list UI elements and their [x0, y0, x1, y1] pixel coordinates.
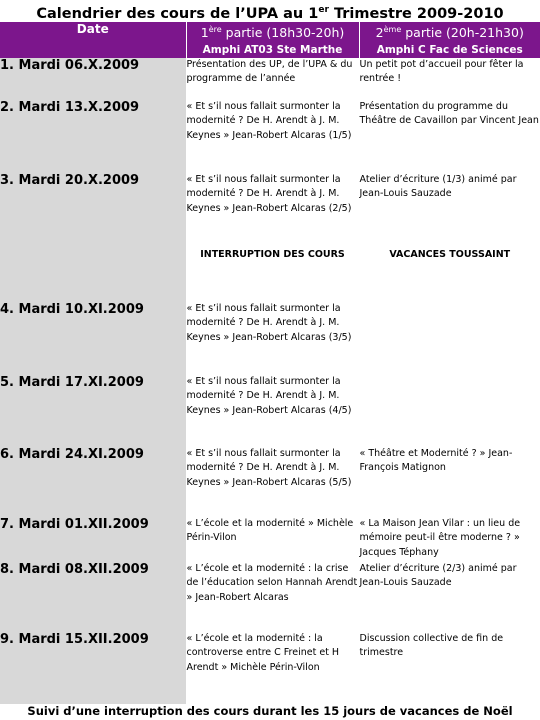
part2-cell: « Théâtre et Modernité ? » Jean-François Matignon	[359, 448, 513, 474]
part2-cell: Présentation du programme du Théâtre de Cavaillon par Vincent Jean	[359, 101, 539, 127]
table-row	[0, 632, 540, 704]
date-cell: 1. Mardi 06.X.2009	[0, 58, 186, 100]
part1-cell: « L’école et la modernité : la controverse entre C Freinet et H Arendt » Michèle Périn-Vilon	[186, 632, 359, 704]
part2-cell	[359, 375, 540, 447]
part1-cell: « Et s’il nous fallait surmonter la modernité ? De H. Arendt à J. M. Keynes » Jean-Robert Alcaras (3/5)	[186, 302, 359, 375]
header-part1-place: Amphi AT03 Ste Marthe	[202, 44, 343, 57]
table-row	[0, 100, 540, 173]
header-part1: 1ère partie (18h30-20h) Amphi AT03 Ste Marthe	[186, 22, 359, 58]
part1-cell: « Et s’il nous fallait surmonter la modernité ? De H. Arendt à J. M. Keynes » Jean-Robert Alcaras (5/5)	[186, 447, 359, 517]
date-cell: 6. Mardi 24.XI.2009	[0, 447, 186, 517]
table-row	[0, 375, 540, 447]
date-cell: 8. Mardi 08.XII.2009	[0, 562, 186, 632]
part2-cell: Atelier d’écriture (1/3) animé par Jean-Louis Sauzade	[359, 174, 517, 200]
part2-cell: Atelier d’écriture (2/3) animé par Jean-Louis Sauzade	[359, 563, 517, 589]
date-cell: 7. Mardi 01.XII.2009	[0, 517, 186, 562]
interruption-notice: INTERRUPTION DES COURS	[186, 248, 359, 302]
page-title	[0, 0, 540, 22]
table-row	[0, 173, 540, 248]
header-date: Date	[0, 22, 186, 58]
schedule-table	[0, 22, 540, 704]
date-cell: 4. Mardi 10.XI.2009	[0, 302, 186, 375]
table-row	[0, 58, 540, 100]
part1-cell: « Et s’il nous fallait surmonter la modernité ? De H. Arendt à J. M. Keynes » Jean-Robert Alcaras (1/5)	[186, 100, 359, 173]
table-row	[0, 302, 540, 375]
footer-note: Suivi d’une interruption des cours durant les 15 jours de vacances de Noël	[27, 704, 513, 718]
part2-cell: « La Maison Jean Vilar : un lieu de mémoire peut-il être moderne ? » Jacques Téphany	[359, 518, 521, 558]
header-row	[0, 22, 540, 58]
date-cell: 9. Mardi 15.XII.2009	[0, 632, 186, 704]
part1-cell: « Et s’il nous fallait surmonter la modernité ? De H. Arendt à J. M. Keynes » Jean-Robert Alcaras (2/5)	[186, 173, 359, 248]
header-part2-place: Amphi C Fac de Sciences	[376, 44, 523, 57]
part1-cell: « L’école et la modernité : la crise de l’éducation selon Hannah Arendt » Jean-Robert Alcaras	[186, 562, 359, 632]
date-cell: 2. Mardi 13.X.2009	[0, 100, 186, 173]
part2-cell: Un petit pot d’accueil pour fêter la rentrée !	[359, 59, 524, 85]
part1-cell: Présentation des UP, de l’UPA & du programme de l’année	[186, 58, 359, 100]
table-row	[0, 447, 540, 517]
title-text: Calendrier des cours de l’UPA au 1	[36, 5, 319, 22]
title-superscript: er	[318, 5, 329, 15]
title-text-end: Trimestre 2009-2010	[328, 5, 504, 22]
part1-cell: « Et s’il nous fallait surmonter la modernité ? De H. Arendt à J. M. Keynes » Jean-Robert Alcaras (4/5)	[186, 375, 359, 447]
part2-cell: Discussion collective de fin de trimestre	[359, 633, 504, 659]
date-cell: 5. Mardi 17.XI.2009	[0, 375, 186, 447]
table-row	[0, 517, 540, 562]
date-cell	[0, 248, 186, 302]
table-row-break	[0, 248, 540, 302]
part1-cell: « L’école et la modernité » Michèle Périn-Vilon	[186, 517, 359, 562]
date-cell: 3. Mardi 20.X.2009	[0, 173, 186, 248]
holiday-notice: VACANCES TOUSSAINT	[389, 249, 511, 261]
table-row	[0, 562, 540, 632]
part2-cell	[359, 302, 540, 375]
header-part2: 2ème partie (20h-21h30) Amphi C Fac de Sciences	[359, 22, 540, 58]
